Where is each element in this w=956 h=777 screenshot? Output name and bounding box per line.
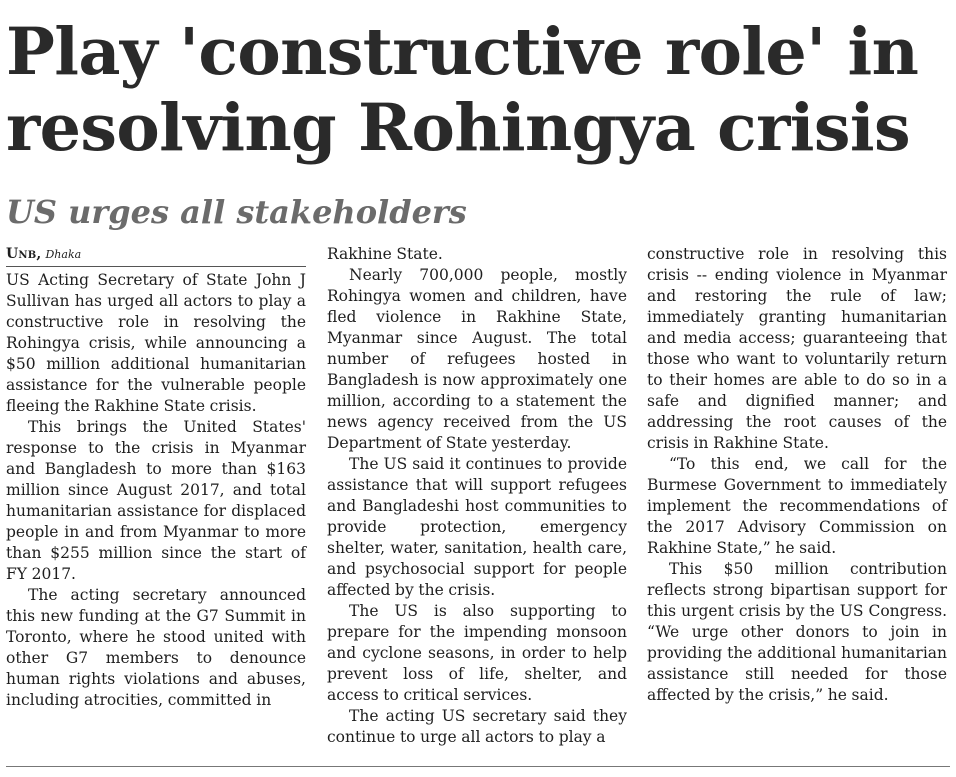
- subheadline: US urges all stakeholders: [6, 193, 467, 231]
- paragraph: The acting US secretary said they continue to urge all actors to play a: [327, 707, 627, 746]
- paragraph: The US said it continues to provide assistance that will support refugees and Bangladeshi host communities to provide protection, emergency shelter, water, sanitation, health care, and psychosocial support for people affected by the crisis.: [327, 455, 627, 599]
- article-column-3: [647, 244, 947, 706]
- headline-line-2: resolving Rohingya crisis: [6, 90, 910, 166]
- paragraph: constructive role in resolving this crisis -- ending violence in Myanmar and restoring the rule of law; immediately granting humanitarian and media access; guaranteeing that those who want to voluntarily return to their homes are able to do so in a safe and dignified manner; and addressing the root causes of the crisis in Rakhine State.: [647, 245, 947, 452]
- article-column-1: [6, 244, 306, 711]
- paragraph: Rakhine State.: [327, 245, 443, 263]
- paragraph: “To this end, we call for the Burmese Government to immediately implement the recommendations of the 2017 Advisory Commission on Rakhine State,” he said.: [647, 455, 947, 557]
- byline: [6, 244, 306, 267]
- headline-line-1: Play 'constructive role' in: [6, 14, 919, 90]
- paragraph: This $50 million contribution reflects strong bipartisan support for this urgent crisis by the US Congress. “We urge other donors to join in providing the additional humanitarian assistance still needed for those affected by the crisis,” he said.: [647, 560, 947, 704]
- paragraph: The acting secretary announced this new funding at the G7 Summit in Toronto, where he stood united with other G7 members to denounce human rights violations and abuses, including atrocities, committed in: [6, 586, 306, 709]
- paragraph: Nearly 700,000 people, mostly Rohingya women and children, have fled violence in Rakhine State, Myanmar since August. The total number of refugees hosted in Bangladesh is now approximately one million, according to a statement the news agency received from the US Department of State yesterday.: [327, 266, 627, 452]
- headline: [6, 14, 950, 166]
- paragraph: US Acting Secretary of State John J Sullivan has urged all actors to play a constructive role in resolving the Rohingya crisis, while announcing a $50 million additional humanitarian assistance for the vulnerable people fleeing the Rakhine State crisis.: [6, 271, 306, 415]
- byline-agency: Unb,: [6, 246, 42, 262]
- paragraph: This brings the United States' response to the crisis in Myanmar and Bangladesh to more than $163 million since August 2017, and total humanitarian assistance for displaced people in and from Myanmar to more than $255 million since the start of FY 2017.: [6, 418, 306, 583]
- paragraph: The US is also supporting to prepare for the impending monsoon and cyclone seasons, in order to help prevent loss of life, shelter, and access to critical services.: [327, 602, 627, 704]
- bottom-divider: [6, 766, 950, 767]
- article-column-2: [327, 244, 627, 748]
- byline-place: Dhaka: [45, 248, 82, 261]
